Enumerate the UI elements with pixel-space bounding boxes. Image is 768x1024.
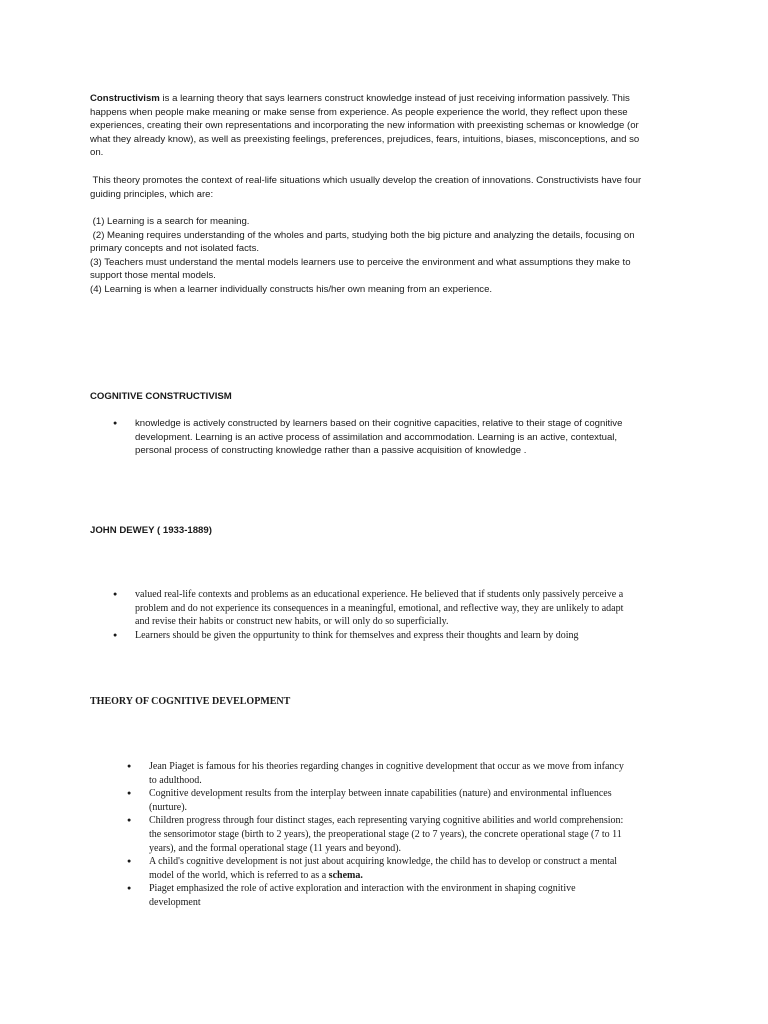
list-item: ● Cognitive development results from the interplay between innate capabilities (nature) and environmental influences (nurture). — [127, 788, 612, 813]
bullet-icon: ● — [113, 630, 118, 639]
heading-john-dewey: JOHN DEWEY ( 1933-1889) — [90, 525, 212, 536]
bullet-icon: ● — [113, 590, 118, 598]
principle-1: (1) Learning is a search for meaning. — [90, 216, 250, 227]
list-item: ● Learners should be given the oppurtunity to think for themselves and express their thoughts and learn by doing — [113, 629, 579, 641]
list-item: ● Children progress through four distinct stages, each representing varying cognitive abilities and world comprehension: the sensorimotor stage (birth to 2 years), the preoperational stage (2 to 7 years), the concrete operational stage (7 to 11 years), and the formal operational stage (11 years and beyond). — [127, 815, 624, 854]
cognitive-bullet-list — [113, 417, 677, 458]
schema-emphasis: schema — [328, 869, 361, 881]
guiding-principles: (1) Learning is a search for meaning. (2) Meaning requires understanding of the wholes and parts, studying both the big picture and analyzing the details, focusing on primary concepts and not isolated facts. (3) Teachers must understand the mental models learners use to perceive the environment and what assumptions they make to support those mental models. (4) Learning is when a learner individually constructs his/her own meaning from an experience. — [90, 215, 677, 297]
principle-4: (4) Learning is when a learner individually constructs his/her own meaning from an experience. — [90, 283, 493, 295]
dewey-bullet-list — [113, 588, 677, 642]
heading-cognitive-constructivism: COGNITIVE CONSTRUCTIVISM — [90, 391, 232, 402]
principle-3: (3) Teachers must understand the mental models learners use to perceive the environment and what assumptions they make to — [90, 256, 631, 268]
principles-intro: This theory promotes the context of real-life situations which usually develop the creation of innovations. Constructivists have four guiding principles, which are: — [90, 175, 642, 200]
list-item: ● Jean Piaget is famous for his theories regarding changes in cognitive development that occur as we move from infancy to adulthood. — [127, 761, 624, 786]
list-item: ● knowledge is actively constructed by learners based on their cognitive capacities, relative to their stage of cognitive development. Learning is an active process of assimilation and accommodation. Learning is an active, contextual, personal process of constructing knowledge rather than a passive acquisition of knowledge . — [113, 418, 623, 457]
bullet-icon: ● — [113, 420, 118, 427]
bullet-icon: ● — [127, 762, 132, 770]
bullet-icon: ● — [127, 789, 132, 798]
list-item: ● Piaget emphasized the role of active exploration and interaction with the environment in shaping cognitive development — [127, 883, 576, 908]
principle-2: (2) Meaning requires understanding of the wholes and parts, studying both the big picture and analyzing the details, focusing on — [90, 229, 635, 241]
piaget-bullet-list — [127, 760, 677, 910]
bullet-icon: ● — [127, 857, 132, 866]
bullet-icon: ● — [127, 884, 132, 893]
list-item: ● A child's cognitive development is not just about acquiring knowledge, the child has to develop or construct a mental model of the world, which is referred to as a schema. — [127, 856, 618, 881]
constructivism-term: Constructivism — [90, 93, 160, 104]
constructivism-definition: Constructivism is a learning theory that says learners construct knowledge instead of just receiving information passively. This happens when people make meaning or make sense from experience. As people experience the world, they reflect upon these experiences, creating their own representations and incorporating the new information with preexisting schemas or knowledge (or what they already know), as well as preexisting feelings, preferences, prejudices, fears, intuitions, biases, misconceptions, and so on. — [90, 93, 640, 159]
bullet-icon: ● — [127, 816, 132, 825]
list-item: ● valued real-life contexts and problems as an educational experience. He believed that if students only passively perceive a problem and do not experience its consequences in a meaningful, emotional, and reflective way, they are unlikely to adapt and revise their habits or construct new habits, or will only do so superficially. — [113, 589, 624, 628]
heading-theory-of-cognitive-development: THEORY OF COGNITIVE DEVELOPMENT — [90, 696, 291, 707]
